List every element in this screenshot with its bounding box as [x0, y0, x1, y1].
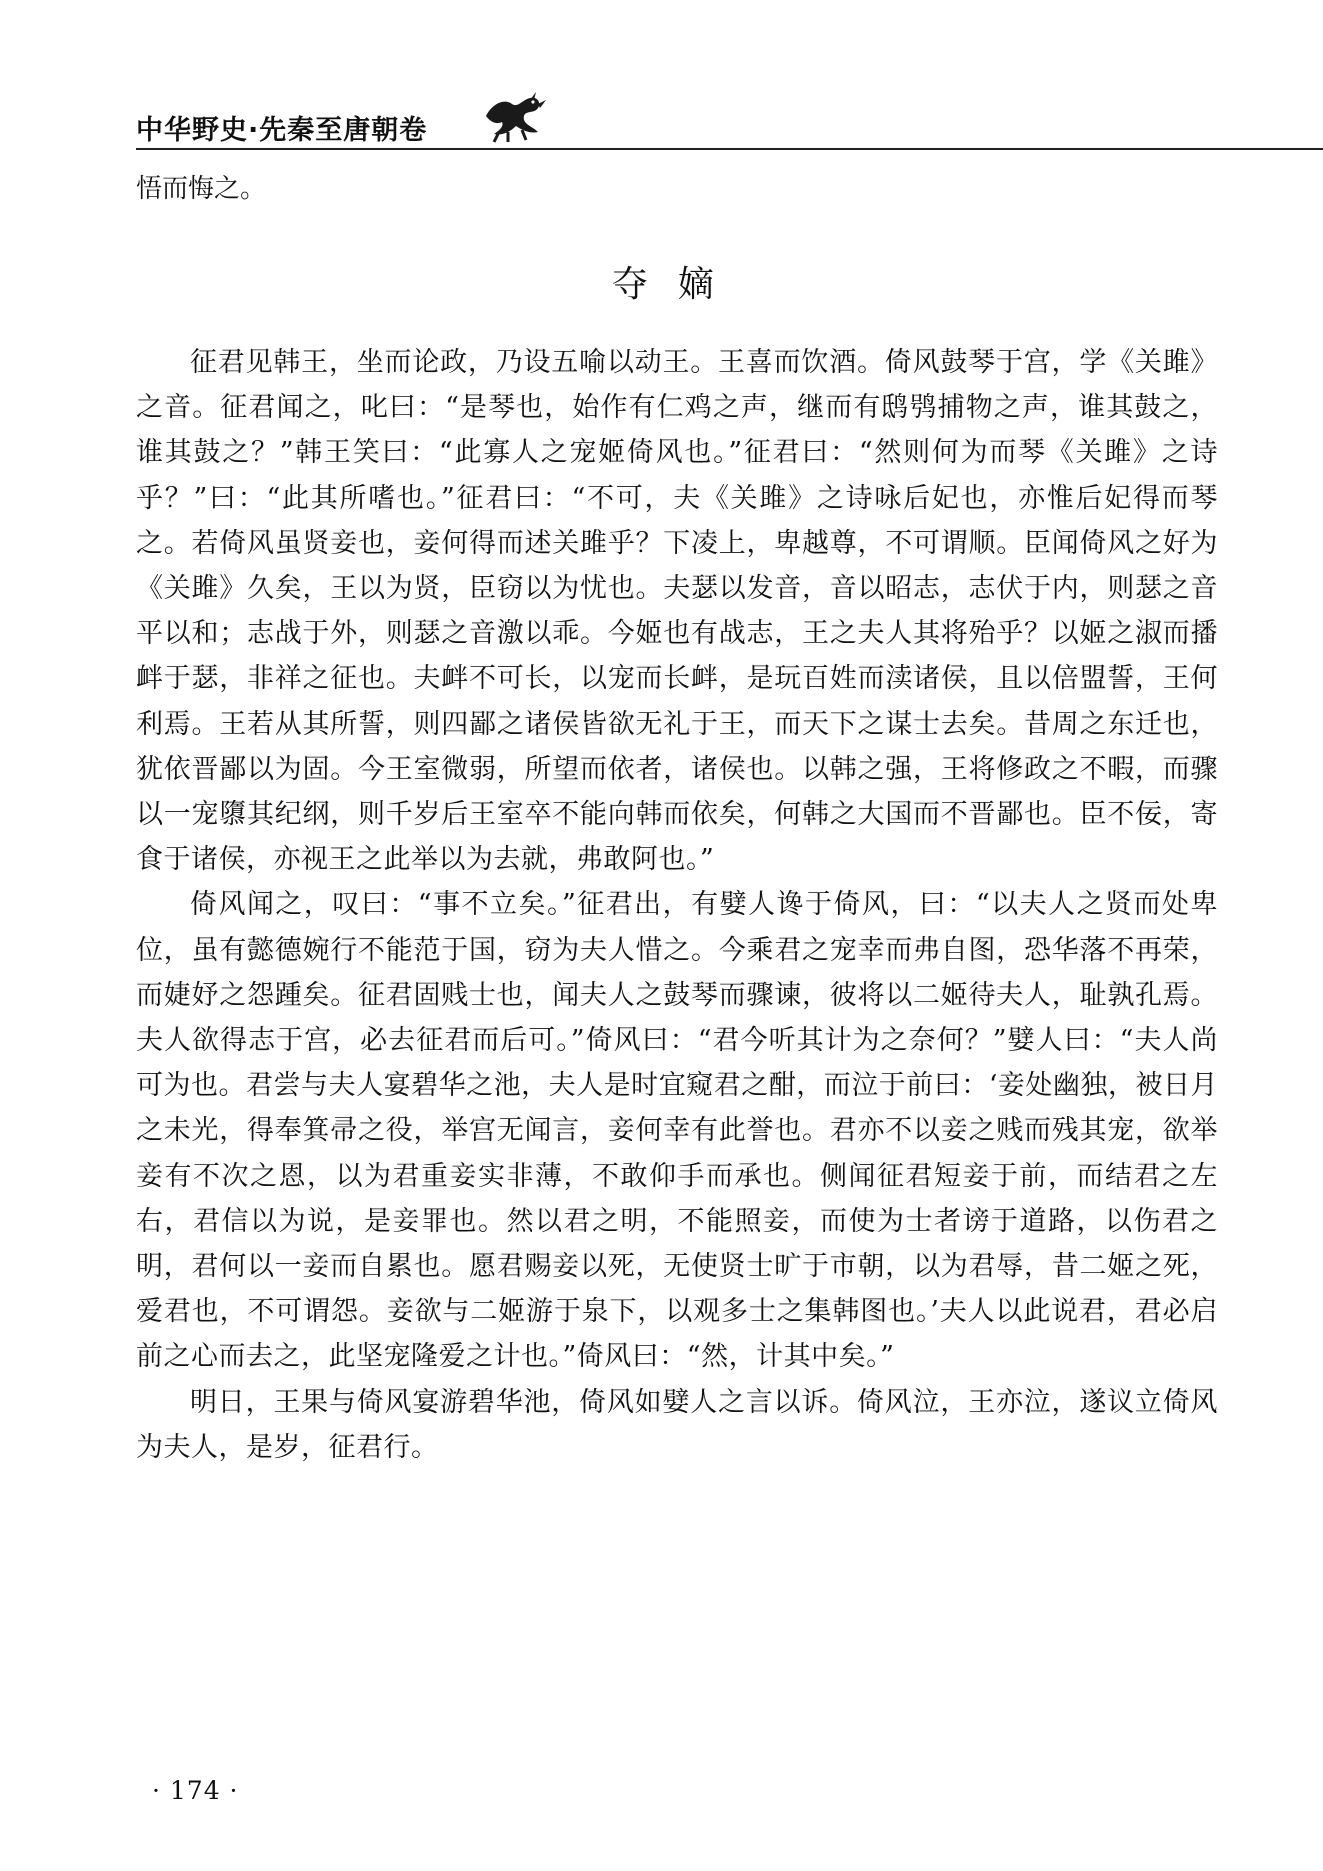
chapter-title: 夺嫡	[612, 264, 745, 305]
header-rule	[136, 148, 1323, 150]
book-title: 中华野史·先秦至唐朝卷	[136, 115, 428, 146]
dragon-icon	[478, 86, 550, 146]
page-number: · 174 ·	[152, 1776, 239, 1805]
paragraph: 征君见韩王，坐而论政，乃设五喻以动王。王喜而饮酒。倚风鼓琴于宫，学《关雎》之音。征君闻之，叱曰：“是琴也，始作有仁鸡之声，继而有鸱鸮捕物之声，谁其鼓之，谁其鼓之？”韩王笑曰：“此寡人之宠姬倚风也。”征君曰：“然则何为而琴《关雎》之诗乎？”曰：“此其所嗜也。”征君曰：“不可，夫《关雎》之诗咏后妃也，亦惟后妃得而琴之。若倚风虽贤妾也，妾何得而述关雎乎？下凌上，卑越尊，不可谓顺。臣闻倚风之好为《关雎》久矣，王以为贤，臣窃以为忧也。夫瑟以发音，音以昭志，志伏于内，则瑟之音平以和；志战于外，则瑟之音激以乖。今姬也有战志，王之夫人其将殆乎？以姬之淑而播衅于瑟，非祥之征也。夫衅不可长，以宠而长衅，是玩百姓而渎诸侯，且以倍盟誓，王何利焉。王若从其所誓，则四鄙之诸侯皆欲无礼于王，而天下之谋士去矣。昔周之东迁也，犹依晋鄙以为固。今王室微弱，所望而依者，诸侯也。以韩之强，王将修政之不暇，而骤以一宠隳其纪纲，则千岁后王室卒不能向韩而依矣，何韩之大国而不晋鄙也。臣不佞，寄食于诸侯，亦视王之此举以为去就，弗敢阿也。”	[136, 347, 1218, 876]
paragraph: 明日，王果与倚风宴游碧华池，倚风如嬖人之言以诉。倚风泣，王亦泣，遂议立倚风为夫人，是岁，征君行。	[136, 1386, 1218, 1463]
paragraph: 倚风闻之，叹曰：“事不立矣。”征君出，有嬖人谗于倚风，曰：“以夫人之贤而处卑位，虽有懿德婉行不能范于国，窃为夫人惜之。今乘君之宠幸而弗自图，恐华落不再荣，而婕妤之怨踵矣。征君固贱士也，闻夫人之鼓琴而骤谏，彼将以二姬待夫人，耻孰孔焉。夫人欲得志于宫，必去征君而后可。”倚风曰：“君今听其计为之奈何？”嬖人曰：“夫人尚可为也。君尝与夫人宴碧华之池，夫人是时宜窥君之酣，而泣于前曰：‘妾处幽独，被日月之未光，得奉箕帚之役，举宫无闻言，妾何幸有此誉也。君亦不以妾之贱而残其宠，欲举妾有不次之恩，以为君重妾实非薄，不敢仰手而承也。侧闻征君短妾于前，而结君之左右，君信以为说，是妾罪也。然以君之明，不能照妾，而使为士者谤于道路，以伤君之明，君何以一妾而自累也。愿君赐妾以死，无使贤士旷于市朝，以为君辱，昔二姬之死，爱君也，不可谓怨。妾欲与二姬游于泉下，以观多士之集韩图也。’夫人以此说君，君必启前之心而去之，此坚宠隆爱之计也。”倚风曰：“然，计其中矣。”	[136, 889, 1218, 1373]
page-header	[110, 78, 1320, 158]
body-text	[136, 340, 1218, 1470]
previous-text: 悟而悔之。	[136, 174, 267, 204]
